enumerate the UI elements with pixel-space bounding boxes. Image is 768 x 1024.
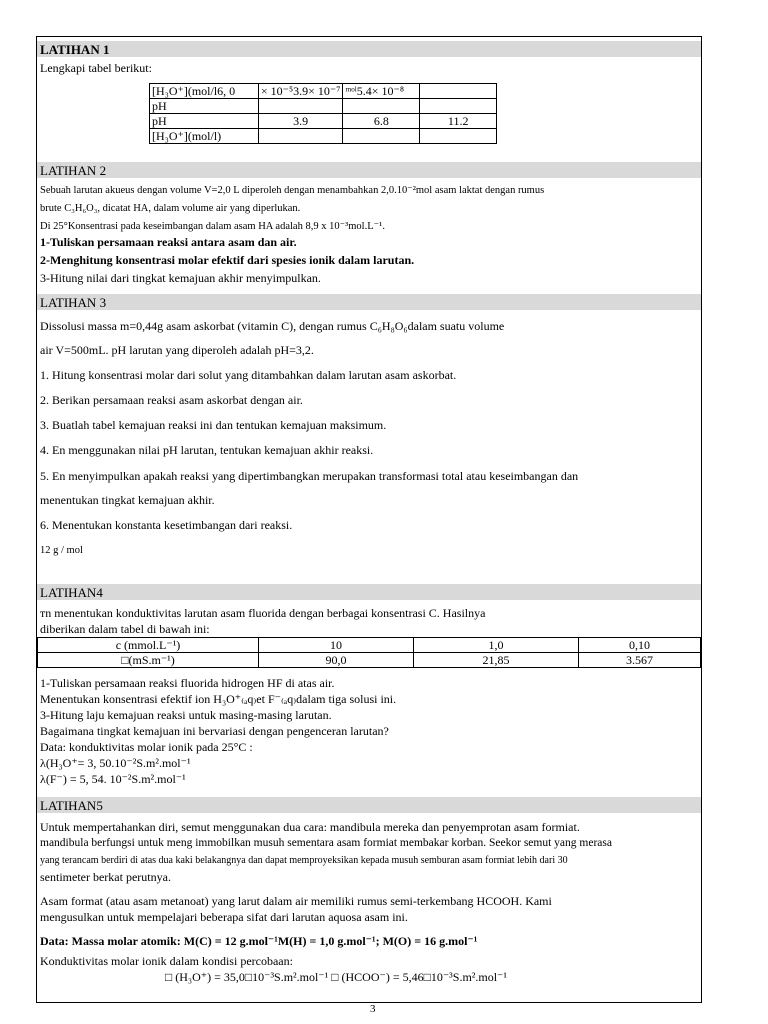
question-line: Bagaimana tingkat kemajuan ini bervariasi dengan pengenceran larutan?	[40, 724, 389, 738]
table-row	[150, 84, 497, 99]
section-header-latihan-3	[37, 294, 701, 310]
question-line: 5. En menyimpulkan apakah reaksi yang dipertimbangkan merupakan transformasi total atau keseimbangan dan	[40, 469, 579, 483]
data-line: Data: konduktivitas molar ionik pada 25°C :	[40, 740, 253, 754]
data-line: Data: Massa molar atomik: M(C) = 12 g.mol⁻¹M(H) = 1,0 g.mol⁻¹; M(O) = 16 g.mol⁻¹	[40, 934, 478, 948]
note-line: 12 g / mol	[40, 545, 83, 556]
paragraph-line: yang terancam berdiri di atas dua kaki belakangnya dan dapat memproyeksikan kepada musuh semburan asam formiat lebih dari 30	[40, 855, 568, 866]
instruction-text: Lengkapi tabel berikut:	[40, 61, 152, 75]
question-line: 3. Buatlah tabel kemajuan reaksi ini dan tentukan kemajuan maksimum.	[40, 418, 387, 432]
paragraph-line: sentimeter berkat perutnya.	[40, 870, 171, 884]
paragraph-line: brute C₃H₆O₃, dicatat HA, dalam volume air yang diperlukan.	[40, 203, 301, 214]
table-row	[38, 653, 701, 668]
section-header-latihan-4	[37, 584, 701, 600]
table-cell	[258, 99, 343, 114]
section-header-latihan-2	[37, 162, 701, 178]
table-cell: 90,0	[259, 653, 414, 668]
table-cell: c (mmol.L⁻¹)	[38, 638, 259, 653]
table-cell: 11.2	[420, 114, 497, 129]
question-line: Menentukan konsentrasi efektif ion H₃O⁺₍ₐq₎et F⁻₍ₐq₎dalam tiga solusi ini.	[40, 692, 397, 706]
table-row	[150, 114, 497, 129]
table-cell: 3.567	[579, 653, 701, 668]
question-line: 3-Hitung laju kemajuan reaksi untuk masing-masing larutan.	[40, 708, 332, 722]
table-cell: [H₃O⁺](mol/l6, 0	[150, 84, 259, 99]
table-cell: 3.9	[258, 114, 343, 129]
table-cell: ᵐᵒˡ5.4× 10⁻⁸	[343, 84, 420, 99]
question-line: 2. Berikan persamaan reaksi asam askorbat dengan air.	[40, 393, 303, 407]
question-line: 4. En menggunakan nilai pH larutan, tentukan kemajuan akhir reaksi.	[40, 443, 374, 457]
paragraph-line: mengusulkan untuk mempelajari beberapa sifat dari larutan aquosa asam ini.	[40, 910, 408, 924]
table-cell: 6.8	[343, 114, 420, 129]
question-line: 1. Hitung konsentrasi molar dari solut yang ditambahkan dalam larutan asam askorbat.	[40, 368, 457, 382]
paragraph-line: Untuk mempertahankan diri, semut menggunakan dua cara: mandibula mereka dan penyemprotan asam formiat.	[40, 820, 580, 834]
question-line: 3-Hitung nilai dari tingkat kemajuan akhir menyimpulkan.	[40, 271, 321, 285]
section-title: LATIHAN 1	[40, 42, 110, 57]
table-latihan-4	[37, 637, 701, 668]
paragraph-line: Dissolusi massa m=0,44g asam askorbat (vitamin C), dengan rumus C₆H₈O₆dalam suatu volume	[40, 319, 505, 333]
table-cell	[420, 99, 497, 114]
section-header-latihan-1	[37, 41, 701, 57]
data-line: λ(H₃O⁺= 3, 50.10⁻²S.m².mol⁻¹	[40, 756, 191, 770]
paragraph-line: air V=500mL. pH larutan yang diperoleh adalah pH=3,2.	[40, 343, 314, 357]
section-title: LATIHAN5	[40, 798, 103, 813]
table-cell: pH	[150, 99, 259, 114]
data-line: □ (H₃O⁺) = 35,0□10⁻³S.m².mol⁻¹ □ (HCOO⁻) = 5,46□10⁻³S.m².mol⁻¹	[165, 970, 507, 984]
table-row	[38, 638, 701, 653]
section-title: LATIHAN 2	[40, 163, 107, 178]
question-line: 1-Tuliskan persamaan reaksi fluorida hidrogen HF di atas air.	[40, 676, 335, 690]
table-cell	[420, 129, 497, 144]
table-cell: □(mS.m⁻¹)	[38, 653, 259, 668]
table-latihan-1	[149, 83, 497, 144]
table-cell	[420, 84, 497, 99]
paragraph-line: mandibula berfungsi untuk meng immobilkan musuh sementara asam formiat membakar korban. Seekor semut yang merasa	[40, 837, 612, 849]
table-cell	[258, 129, 343, 144]
section-title: LATIHAN 3	[40, 295, 107, 310]
table-cell: 0,10	[579, 638, 701, 653]
paragraph-line: Di 25°Konsentrasi pada keseimbangan dalam asam HA adalah 8,9 x 10⁻³mol.L⁻¹.	[40, 221, 385, 232]
table-cell: pH	[150, 114, 259, 129]
paragraph-line: Asam format (atau asam metanoat) yang larut dalam air memiliki rumus semi-terkembang HCOOH. Kami	[40, 894, 552, 908]
table-row	[150, 99, 497, 114]
table-cell: × 10⁻⁵3.9× 10⁻⁷	[258, 84, 343, 99]
paragraph-line: ᴛn menentukan konduktivitas larutan asam fluorida dengan berbagai konsentrasi C. Hasilnya	[40, 606, 486, 620]
section-title: LATIHAN4	[40, 585, 103, 600]
data-line: Konduktivitas molar ionik dalam kondisi percobaan:	[40, 954, 293, 968]
table-cell: 21,85	[414, 653, 579, 668]
table-cell: [H₃O⁺](mol/l)	[150, 129, 259, 144]
table-cell: 10	[259, 638, 414, 653]
table-cell: 1,0	[414, 638, 579, 653]
table-cell	[343, 129, 420, 144]
table-row	[150, 129, 497, 144]
question-line: 1-Tuliskan persamaan reaksi antara asam dan air.	[40, 235, 297, 249]
section-header-latihan-5	[37, 797, 701, 813]
question-line: 2-Menghitung konsentrasi molar efektif dari spesies ionik dalam larutan.	[40, 253, 415, 267]
question-line: menentukan tingkat kemajuan akhir.	[40, 493, 215, 507]
table-cell	[343, 99, 420, 114]
paragraph-line: diberikan dalam tabel di bawah ini:	[40, 622, 210, 636]
paragraph-line: Sebuah larutan akueus dengan volume V=2,0 L diperoleh dengan menambahkan 2,0.10⁻²mol asam laktat dengan rumus	[40, 185, 545, 196]
data-line: λ(F⁻) = 5, 54. 10⁻²S.m².mol⁻¹	[40, 772, 186, 786]
question-line: 6. Menentukan konstanta kesetimbangan dari reaksi.	[40, 518, 293, 532]
document-page	[36, 36, 702, 1003]
page-number: 3	[370, 1003, 376, 1015]
